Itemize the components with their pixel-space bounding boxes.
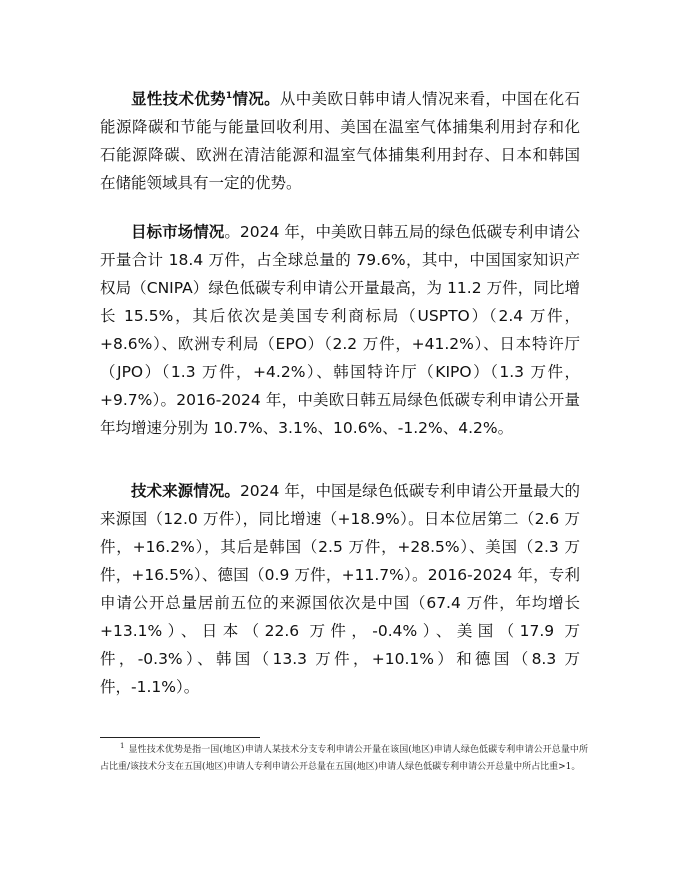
paragraph-body: 2024 年，中国是绿色低碳专利申请公开量最大的来源国（12.0 万件），同比增速（+18.9%）。日本位居第二（2.6 万件，+16.2%），其后是韩国（2.5 万件，+28.5%）、美国（2.3 万件，+16.5%）、德国（0.9 万件，+11.7%）。2016-2024 年，专利申请公开总量居前五位的来源国依次是中国（67.4 万件，年均增长+13.1%）、日本（22.6 万件，-0.4%）、美国（17.9 万件，-0.3%）、韩国（13.3 万件，+10.1%）和德国（8.3 万件，-1.1%）。 [100,482,580,696]
paragraph-target-market [100,218,580,442]
paragraph-body: 。2024 年，中美欧日韩五局的绿色低碳专利申请公开量合计 18.4 万件，占全球总量的 79.6%，其中，中国国家知识产权局（CNIPA）绿色低碳专利申请公开量最高，为 11.2 万件，同比增长 15.5%，其后依次是美国专利商标局（USPTO）（2.4 万件，+8.6%）、欧洲专利局（EPO）（2.2 万件，+41.2%）、日本特许厅（JPO）（1.3 万件，+4.2%）、韩国特许厅（KIPO）（1.3 万件，+9.7%）。2016-2024 年，中美欧日韩五局绿色低碳专利申请公开量年均增速分别为 10.7%、3.1%、10.6%、-1.2%、4.2%。 [100,223,580,437]
footnote [100,742,588,776]
paragraph-heading: 显性技术优势 [131,90,226,108]
footnote-mark: 1 [120,742,125,750]
paragraph-technology-source [100,477,580,701]
paragraph-heading: 技术来源情况。 [131,482,240,500]
footnote-divider [100,737,260,738]
paragraph-technical-advantage [100,85,580,197]
footnote-text: 显性技术优势是指一国(地区)申请人某技术分支专利申请公开量在该国(地区)申请人绿色低碳专利申请公开总量中所占比重/该技术分支在五国(地区)申请人专利申请公开总量在五国(地区)申请人绿色低碳专利申请公开总量中所占比重>1。 [100,745,588,772]
paragraph-body: 从中美欧日韩申请人情况来看，中国在化石能源降碳和节能与能量回收利用、美国在温室气体捕集利用封存和化石能源降碳、欧洲在清洁能源和温室气体捕集利用封存、日本和韩国在储能领域具有一定的优势。 [100,90,580,192]
paragraph-heading: 目标市场情况 [131,223,225,241]
footnote-reference[interactable]: 1 [225,90,233,101]
paragraph-heading-suffix: 情况。 [232,90,280,108]
